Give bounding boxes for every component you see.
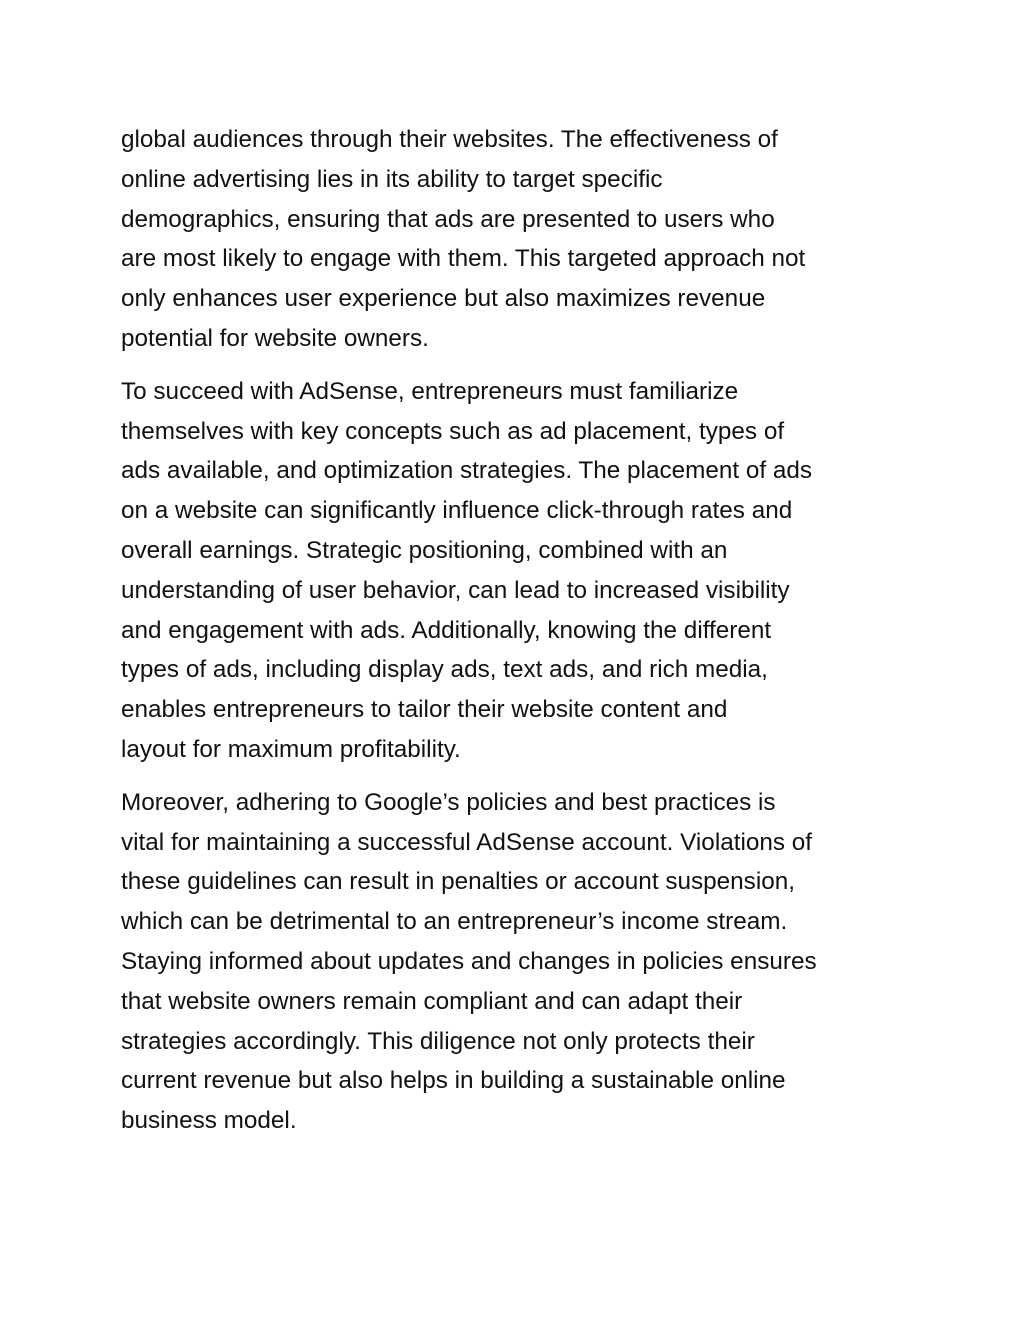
paragraph-line: Staying informed about updates and changes in policies ensures bbox=[121, 947, 817, 975]
paragraph-2 bbox=[121, 372, 911, 770]
paragraph-line: these guidelines can result in penalties or account suspension, bbox=[121, 868, 795, 896]
paragraph-line: vital for maintaining a successful AdSense account. Violations of bbox=[121, 828, 813, 856]
paragraph-3 bbox=[121, 783, 911, 1141]
paragraph-line: current revenue but also helps in building a sustainable online bbox=[121, 1067, 786, 1095]
paragraph-line: online advertising lies in its ability to target specific bbox=[121, 165, 663, 193]
paragraph-line: types of ads, including display ads, text ads, and rich media, bbox=[121, 656, 768, 684]
document-body bbox=[121, 120, 911, 1141]
paragraph-line: enables entrepreneurs to tailor their website content and bbox=[121, 696, 728, 724]
paragraph-line: strategies accordingly. This diligence not only protects their bbox=[121, 1027, 755, 1055]
paragraph-line: demographics, ensuring that ads are presented to users who bbox=[121, 205, 775, 233]
paragraph-1 bbox=[121, 120, 911, 359]
paragraph-line: overall earnings. Strategic positioning, combined with an bbox=[121, 536, 728, 564]
paragraph-line: potential for website owners. bbox=[121, 324, 429, 352]
paragraph-line: understanding of user behavior, can lead to increased visibility bbox=[121, 576, 790, 604]
paragraph-line: layout for maximum profitability. bbox=[121, 735, 461, 763]
paragraph-line: are most likely to engage with them. This targeted approach not bbox=[121, 245, 806, 273]
paragraph-line: and engagement with ads. Additionally, knowing the different bbox=[121, 616, 772, 644]
paragraph-line: Moreover, adhering to Google’s policies and best practices is bbox=[121, 788, 776, 816]
paragraph-line: global audiences through their websites. The effectiveness of bbox=[121, 126, 778, 153]
paragraph-line: on a website can significantly influence click-through rates and bbox=[121, 497, 793, 525]
paragraph-line: themselves with key concepts such as ad placement, types of bbox=[121, 417, 785, 445]
paragraph-line: To succeed with AdSense, entrepreneurs must familiarize bbox=[121, 377, 739, 405]
paragraph-line: only enhances user experience but also maximizes revenue bbox=[121, 285, 766, 313]
paragraph-line: business model. bbox=[121, 1107, 297, 1135]
paragraph-line: that website owners remain compliant and can adapt their bbox=[121, 987, 743, 1015]
paragraph-line: which can be detrimental to an entrepreneur’s income stream. bbox=[121, 908, 788, 936]
paragraph-line: ads available, and optimization strategies. The placement of ads bbox=[121, 457, 813, 485]
